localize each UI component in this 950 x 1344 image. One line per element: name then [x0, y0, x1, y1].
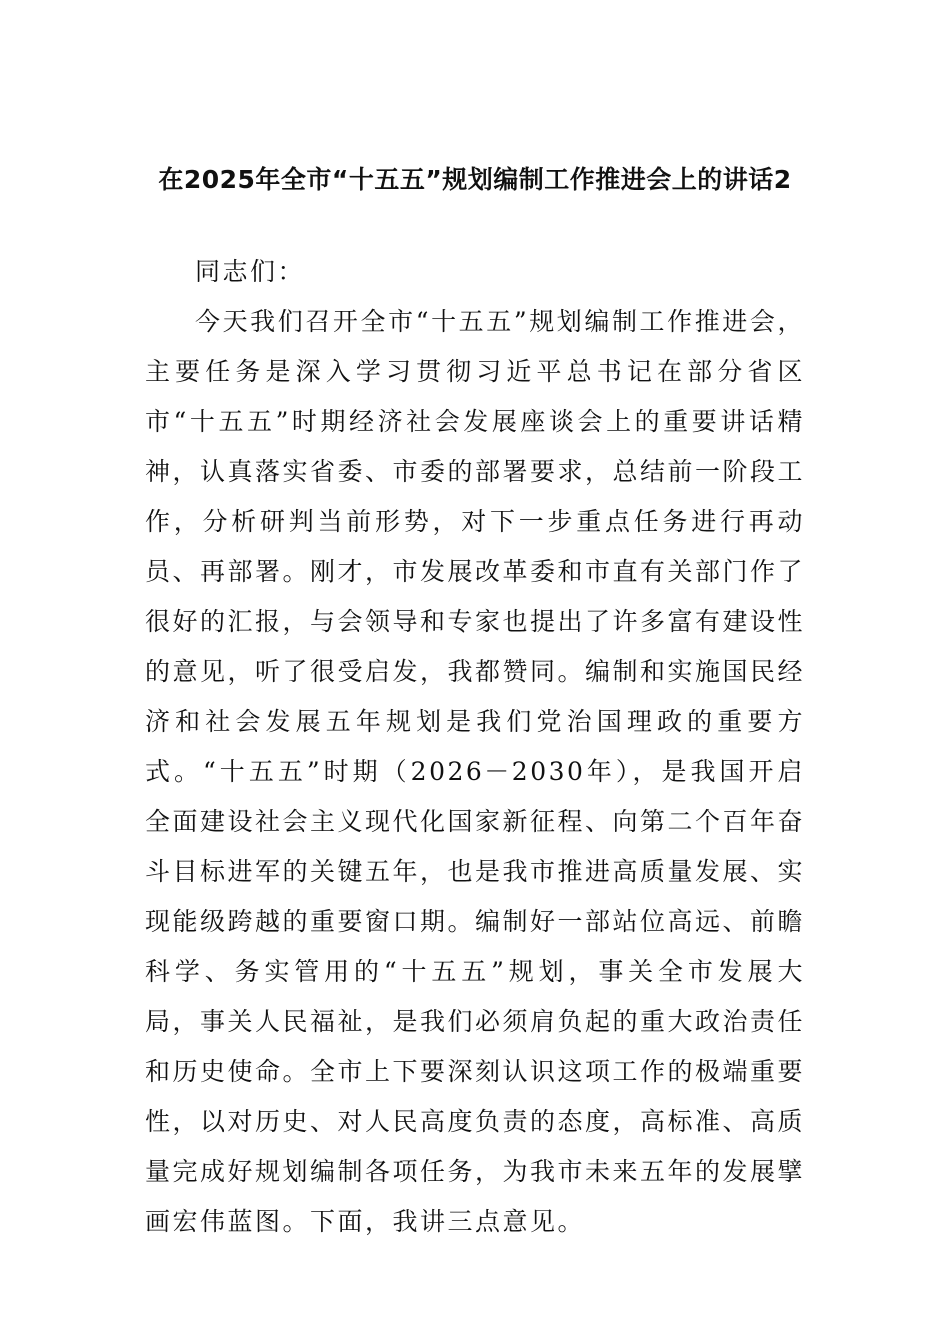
- salutation: 同志们：: [195, 257, 306, 286]
- body-paragraph: 今天我们召开全市“十五五”规划编制工作推进会，主要任务是深入学习贯彻习近平总书记在部分省区市“十五五”时期经济社会发展座谈会上的重要讲话精神，认真落实省委、市委的部署要求，总结前一阶段工作，分析研判当前形势，对下一步重点任务进行再动员、再部署。刚才，市发展改革委和市直有关部门作了很好的汇报，与会领导和专家也提出了许多富有建设性的意见，听了很受启发，我都赞同。编制和实施国民经济和社会发展五年规划是我们党治国理政的重要方式。“十五五”时期（2026－2030年），是我国开启全面建设社会主义现代化国家新征程、向第二个百年奋斗目标进军的关键五年，也是我市推进高质量发展、实现能级跨越的重要窗口期。编制好一部站位高远、前瞻科学、务实管用的“十五五”规划，事关全市发展大局，事关人民福祉，是我们必须肩负起的重大政治责任和历史使命。全市上下要深刻认识这项工作的极端重要性，以对历史、对人民高度负责的态度，高标准、高质量完成好规划编制各项任务，为我市未来五年的发展擘画宏伟蓝图。下面，我讲三点意见。: [145, 307, 806, 1236]
- document-title: 在2025年全市“十五五”规划编制工作推进会上的讲话2: [158, 165, 792, 194]
- document-body: [145, 247, 805, 1247]
